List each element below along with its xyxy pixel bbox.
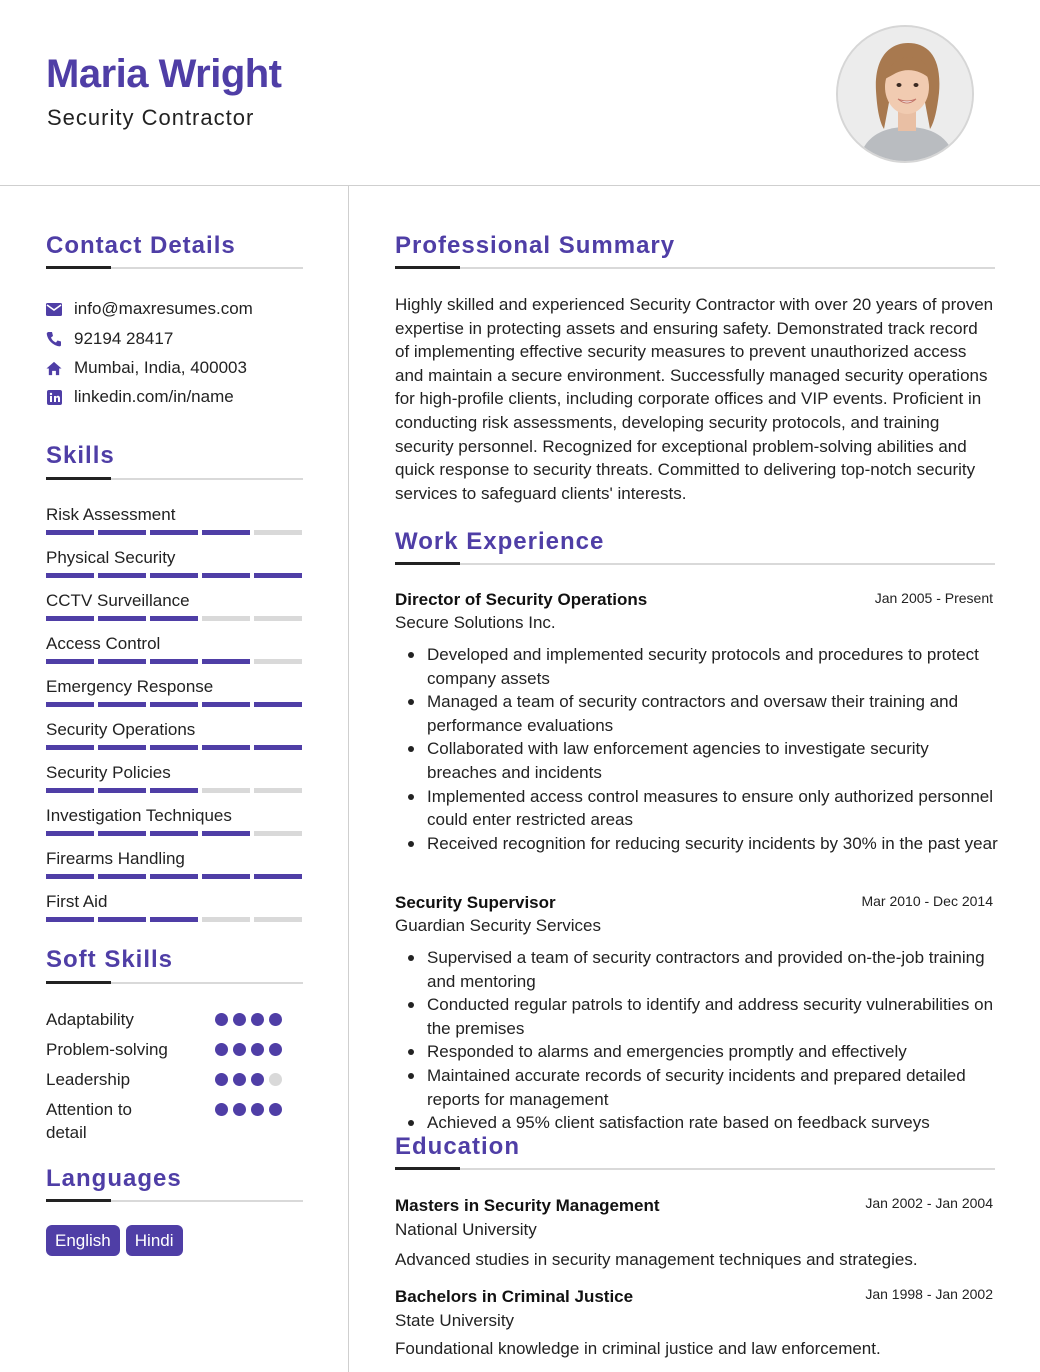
skill-item	[46, 504, 302, 526]
skill-label: Investigation Techniques	[46, 806, 232, 825]
soft-skill-label: Leadership	[46, 1070, 131, 1089]
skill-level-segment	[254, 917, 302, 922]
skill-level-segment	[150, 616, 198, 621]
rating-dot	[215, 1073, 228, 1086]
languages-rule	[46, 1200, 303, 1202]
skill-level-segment	[150, 917, 198, 922]
home-icon	[46, 360, 62, 376]
skill-label: Security Policies	[46, 763, 171, 782]
skill-label: Security Operations	[46, 720, 196, 739]
skills-heading: Skills	[46, 442, 115, 469]
rating-dot	[269, 1043, 282, 1056]
rating-dot	[215, 1103, 228, 1116]
skill-level-segment	[46, 573, 94, 578]
skill-level-segment	[46, 616, 94, 621]
rating-dot	[233, 1013, 246, 1026]
skill-label: Firearms Handling	[46, 849, 185, 868]
contact-email-text: info@maxresumes.com	[74, 299, 253, 318]
skill-level-segment	[98, 659, 146, 664]
skill-level-segment	[254, 573, 302, 578]
skill-level-segment	[98, 530, 146, 535]
skill-item	[46, 547, 302, 569]
contact-linkedin-text: linkedin.com/in/name	[74, 387, 234, 406]
education-description: Foundational knowledge in criminal justice and law enforcement.	[395, 1339, 881, 1358]
skill-level-segment	[254, 788, 302, 793]
candidate-name: Maria Wright	[46, 52, 282, 96]
experience-heading: Work Experience	[395, 528, 605, 555]
list-item: Developed and implemented security protocols and procedures to protect company assets	[427, 643, 1002, 690]
phone-icon	[46, 331, 62, 347]
skill-level-segment	[98, 831, 146, 836]
contact-phone[interactable]	[46, 328, 173, 350]
skill-level-segment	[46, 530, 94, 535]
education-rule	[395, 1168, 995, 1170]
list-item: Collaborated with law enforcement agencies to investigate security breaches and incidents	[427, 737, 1002, 784]
soft-skill-label: Attention to detail	[46, 1100, 133, 1142]
rating-dot	[251, 1073, 264, 1086]
job-company: Guardian Security Services	[395, 916, 601, 935]
contact-linkedin[interactable]	[46, 386, 234, 408]
rating-dot	[233, 1073, 246, 1086]
list-item: Responded to alarms and emergencies promptly and effectively	[427, 1040, 1002, 1064]
rating-dot	[215, 1013, 228, 1026]
skill-level-segment	[46, 917, 94, 922]
skill-item	[46, 762, 302, 784]
contact-phone-text: 92194 28417	[74, 329, 174, 348]
skill-level-segment	[46, 745, 94, 750]
skill-level-segment	[202, 917, 250, 922]
skill-item	[46, 590, 302, 612]
soft-skill-label: Adaptability	[46, 1010, 134, 1029]
skill-level-segment	[98, 573, 146, 578]
skill-level-segment	[254, 874, 302, 879]
skill-level-segment	[254, 702, 302, 707]
education-dates: Jan 1998 - Jan 2002	[865, 1286, 993, 1302]
contact-email[interactable]	[46, 298, 253, 320]
skill-level-meter	[46, 616, 302, 621]
language-tag: Hindi	[126, 1225, 183, 1256]
skill-item	[46, 848, 302, 870]
skill-level-segment	[98, 874, 146, 879]
skill-level-segment	[202, 659, 250, 664]
skill-level-segment	[202, 874, 250, 879]
skill-level-meter	[46, 917, 302, 922]
skill-level-segment	[254, 659, 302, 664]
resume-header	[0, 0, 1040, 186]
skill-level-segment	[46, 659, 94, 664]
skill-level-segment	[254, 831, 302, 836]
skill-level-meter	[46, 831, 302, 836]
list-item: Maintained accurate records of security incidents and prepared detailed reports for management	[427, 1064, 1002, 1111]
rating-dot	[269, 1073, 282, 1086]
job-company: Secure Solutions Inc.	[395, 613, 556, 632]
skill-level-segment	[150, 659, 198, 664]
skill-level-segment	[46, 788, 94, 793]
language-tag: English	[46, 1225, 120, 1256]
job-bullets	[427, 643, 1002, 855]
skill-item	[46, 676, 302, 698]
skill-level-segment	[150, 573, 198, 578]
skill-level-meter	[46, 659, 302, 664]
job-dates: Mar 2010 - Dec 2014	[861, 893, 993, 909]
skill-level-segment	[150, 745, 198, 750]
skill-level-segment	[98, 917, 146, 922]
skill-level-segment	[46, 702, 94, 707]
rating-dot	[233, 1043, 246, 1056]
soft-skill-rating	[215, 1013, 282, 1026]
skill-level-segment	[202, 788, 250, 793]
skill-level-segment	[46, 831, 94, 836]
rating-dot	[269, 1103, 282, 1116]
skill-item	[46, 805, 302, 827]
rating-dot	[233, 1103, 246, 1116]
experience-rule	[395, 563, 995, 565]
job-title: Security Supervisor	[395, 893, 556, 912]
skill-label: First Aid	[46, 892, 108, 911]
summary-heading: Professional Summary	[395, 232, 676, 259]
languages-heading: Languages	[46, 1165, 182, 1192]
contact-rule	[46, 267, 303, 269]
skill-level-segment	[202, 616, 250, 621]
profile-photo	[836, 25, 974, 163]
education-heading: Education	[395, 1133, 521, 1160]
skill-level-segment	[150, 874, 198, 879]
rating-dot	[251, 1043, 264, 1056]
skill-label: Risk Assessment	[46, 505, 176, 524]
skill-label: Physical Security	[46, 548, 176, 567]
skill-level-segment	[202, 831, 250, 836]
linkedin-icon	[46, 389, 62, 405]
education-school: State University	[395, 1311, 515, 1330]
rating-dot	[215, 1043, 228, 1056]
soft-skills-heading: Soft Skills	[46, 946, 174, 973]
skill-item	[46, 719, 302, 741]
skill-level-segment	[202, 745, 250, 750]
contact-heading: Contact Details	[46, 232, 236, 259]
skill-level-meter	[46, 530, 302, 535]
candidate-title: Security Contractor	[47, 105, 255, 130]
contact-address	[46, 357, 247, 379]
skill-level-segment	[98, 745, 146, 750]
education-description: Advanced studies in security management techniques and strategies.	[395, 1250, 918, 1269]
skill-item	[46, 891, 302, 913]
envelope-icon	[46, 301, 62, 317]
list-item: Conducted regular patrols to identify and address security vulnerabilities on the premises	[427, 993, 1002, 1040]
skill-item	[46, 633, 302, 655]
skill-level-segment	[98, 702, 146, 707]
skill-level-segment	[150, 530, 198, 535]
job-title: Director of Security Operations	[395, 590, 648, 609]
skill-level-segment	[254, 745, 302, 750]
skill-level-segment	[202, 702, 250, 707]
skills-rule	[46, 478, 303, 480]
skill-level-segment	[254, 616, 302, 621]
languages-list	[46, 1225, 183, 1256]
list-item: Received recognition for reducing security incidents by 30% in the past year	[427, 832, 1002, 856]
skill-level-meter	[46, 745, 302, 750]
skill-level-segment	[98, 616, 146, 621]
rating-dot	[269, 1013, 282, 1026]
skill-label: Access Control	[46, 634, 161, 653]
skill-level-meter	[46, 788, 302, 793]
contact-address-text: Mumbai, India, 400003	[74, 358, 247, 377]
soft-skill-label: Problem-solving	[46, 1040, 168, 1059]
skill-level-meter	[46, 573, 302, 578]
list-item: Managed a team of security contractors and oversaw their training and performance evaluations	[427, 690, 1002, 737]
skill-level-meter	[46, 702, 302, 707]
soft-skill-rating	[215, 1043, 282, 1056]
summary-text: Highly skilled and experienced Security Contractor with over 20 years of proven expertise in protecting assets and ensuring safety. Demonstrated track record of implementing effective security measures to prevent unauthorized access and maintain a secure environment. Successfully managed security operations for high-profile clients, including corporate offices and VIP events. Proficient in conducting risk assessments, developing security protocols, and training security personnel. Recognized for exceptional problem-solving abilities and quick response to security threats. Committed to delivering top-notch security services to safeguard clients' interests.	[395, 295, 994, 503]
education-dates: Jan 2002 - Jan 2004	[865, 1195, 993, 1211]
rating-dot	[251, 1013, 264, 1026]
skill-level-segment	[254, 530, 302, 535]
portrait-icon	[838, 27, 974, 163]
education-degree: Masters in Security Management	[395, 1196, 660, 1215]
list-item: Implemented access control measures to ensure only authorized personnel could enter restricted areas	[427, 785, 1002, 832]
list-item: Supervised a team of security contractors and provided on-the-job training and mentoring	[427, 946, 1002, 993]
column-divider	[348, 186, 349, 1372]
soft-skills-rule	[46, 982, 303, 984]
list-item: Achieved a 95% client satisfaction rate based on feedback surveys	[427, 1111, 1002, 1135]
skill-label: CCTV Surveillance	[46, 591, 190, 610]
skill-level-segment	[98, 788, 146, 793]
skill-level-segment	[202, 573, 250, 578]
education-school: National University	[395, 1220, 537, 1239]
skill-level-segment	[46, 874, 94, 879]
skill-level-segment	[150, 702, 198, 707]
job-bullets	[427, 946, 1002, 1135]
soft-skill-rating	[215, 1103, 282, 1116]
skill-level-segment	[150, 788, 198, 793]
skill-label: Emergency Response	[46, 677, 214, 696]
rating-dot	[251, 1103, 264, 1116]
skill-level-segment	[150, 831, 198, 836]
soft-skill-rating	[215, 1073, 282, 1086]
education-degree: Bachelors in Criminal Justice	[395, 1287, 634, 1306]
skill-level-segment	[202, 530, 250, 535]
job-dates: Jan 2005 - Present	[874, 590, 993, 606]
summary-rule	[395, 267, 995, 269]
skill-level-meter	[46, 874, 302, 879]
